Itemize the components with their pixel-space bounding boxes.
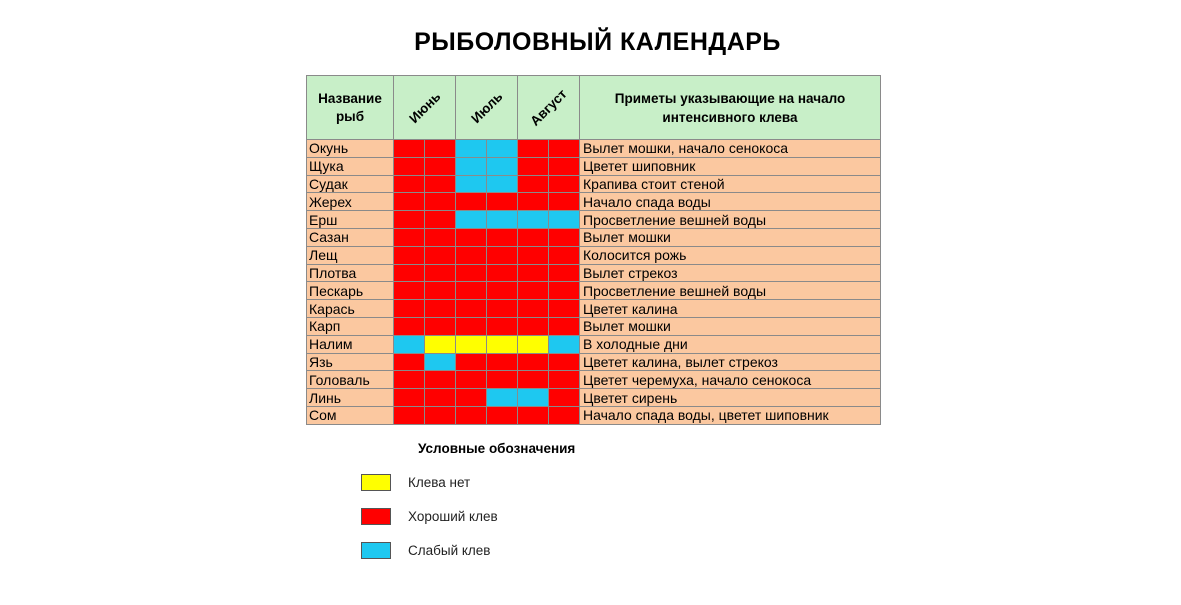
table-row [307, 353, 881, 371]
bite-cell [456, 193, 487, 211]
bite-cell [394, 300, 425, 318]
bite-cell [456, 175, 487, 193]
bite-cell [549, 371, 580, 389]
header-signs [580, 76, 881, 140]
bite-cell [549, 335, 580, 353]
sign-cell: Вылет стрекоз [580, 264, 881, 282]
bite-cell [394, 211, 425, 229]
bite-cell [425, 389, 456, 407]
bite-cell [394, 193, 425, 211]
bite-cell [518, 371, 549, 389]
bite-cell [518, 335, 549, 353]
bite-cell [456, 353, 487, 371]
bite-cell [425, 335, 456, 353]
legend-title: Условные обозначения [418, 441, 576, 456]
bite-cell [425, 157, 456, 175]
bite-cell [549, 389, 580, 407]
bite-cell [425, 282, 456, 300]
table-row [307, 193, 881, 211]
bite-cell [394, 389, 425, 407]
sign-cell: Колосится рожь [580, 246, 881, 264]
bite-cell [487, 335, 518, 353]
bite-cell [487, 211, 518, 229]
bite-cell [456, 317, 487, 335]
fish-name-cell: Линь [307, 389, 394, 407]
bite-cell [425, 264, 456, 282]
bite-cell [425, 211, 456, 229]
sign-cell: Цветет черемуха, начало сенокоса [580, 371, 881, 389]
bite-cell [487, 371, 518, 389]
fish-name-cell: Сом [307, 406, 394, 424]
bite-cell [487, 228, 518, 246]
table-row [307, 228, 881, 246]
bite-cell [518, 157, 549, 175]
bite-cell [456, 389, 487, 407]
bite-cell [487, 246, 518, 264]
bite-cell [549, 282, 580, 300]
fish-name-cell: Головаль [307, 371, 394, 389]
fish-name-cell: Пескарь [307, 282, 394, 300]
bite-cell [394, 406, 425, 424]
bite-cell [549, 353, 580, 371]
bite-cell [394, 317, 425, 335]
bite-cell [456, 335, 487, 353]
bite-cell [518, 211, 549, 229]
legend-swatch-yellow [361, 474, 391, 491]
bite-cell [518, 389, 549, 407]
bite-cell [456, 157, 487, 175]
bite-cell [518, 317, 549, 335]
sign-cell: Начало спада воды [580, 193, 881, 211]
sign-cell: В холодные дни [580, 335, 881, 353]
bite-cell [518, 193, 549, 211]
page-title: РЫБОЛОВНЫЙ КАЛЕНДАРЬ [414, 28, 781, 56]
bite-cell [394, 157, 425, 175]
fish-name-cell: Язь [307, 353, 394, 371]
bite-cell [549, 300, 580, 318]
sign-cell: Вылет мошки [580, 317, 881, 335]
bite-cell [487, 157, 518, 175]
bite-cell [549, 157, 580, 175]
fishing-calendar-table [306, 75, 881, 425]
bite-cell [456, 246, 487, 264]
header-fish-name [307, 76, 394, 140]
sign-cell: Цветет шиповник [580, 157, 881, 175]
fish-name-cell: Карась [307, 300, 394, 318]
header-month-label: Июль [467, 88, 506, 127]
fish-name-cell: Налим [307, 335, 394, 353]
legend-item-weak-bite [361, 540, 490, 560]
bite-cell [456, 228, 487, 246]
bite-cell [487, 282, 518, 300]
legend-item-good-bite [361, 506, 498, 526]
bite-cell [394, 264, 425, 282]
bite-cell [518, 228, 549, 246]
sign-cell: Просветление вешней воды [580, 211, 881, 229]
bite-cell [487, 406, 518, 424]
table-row [307, 335, 881, 353]
bite-cell [549, 317, 580, 335]
sign-cell: Крапива стоит стеной [580, 175, 881, 193]
sign-cell: Цветет калина [580, 300, 881, 318]
bite-cell [518, 353, 549, 371]
fish-name-cell: Судак [307, 175, 394, 193]
fish-name-cell: Щука [307, 157, 394, 175]
bite-cell [456, 140, 487, 158]
table-row [307, 300, 881, 318]
table-row [307, 264, 881, 282]
table-row [307, 389, 881, 407]
bite-cell [487, 140, 518, 158]
sign-cell: Цветет калина, вылет стрекоз [580, 353, 881, 371]
table-row [307, 246, 881, 264]
legend-swatch-red [361, 508, 391, 525]
sign-cell: Цветет сирень [580, 389, 881, 407]
bite-cell [394, 175, 425, 193]
bite-cell [456, 264, 487, 282]
bite-cell [549, 211, 580, 229]
bite-cell [425, 300, 456, 318]
bite-cell [549, 140, 580, 158]
bite-cell [549, 406, 580, 424]
header-month-june [394, 76, 456, 140]
bite-cell [394, 371, 425, 389]
bite-cell [394, 353, 425, 371]
bite-cell [518, 140, 549, 158]
bite-cell [456, 300, 487, 318]
header-month-label: Август [527, 86, 570, 129]
table-body [307, 140, 881, 425]
bite-cell [425, 228, 456, 246]
bite-cell [518, 282, 549, 300]
bite-cell [549, 228, 580, 246]
table-row [307, 282, 881, 300]
bite-cell [394, 228, 425, 246]
table-row [307, 406, 881, 424]
header-signs-line2: интенсивного клева [662, 109, 798, 125]
header-month-label: Июнь [405, 88, 444, 127]
bite-cell [487, 193, 518, 211]
bite-cell [487, 264, 518, 282]
legend-swatch-blue [361, 542, 391, 559]
bite-cell [487, 175, 518, 193]
bite-cell [425, 246, 456, 264]
bite-cell [456, 282, 487, 300]
bite-cell [394, 335, 425, 353]
bite-cell [518, 264, 549, 282]
legend-label: Слабый клев [408, 542, 491, 558]
fish-name-cell: Лещ [307, 246, 394, 264]
header-month-july [456, 76, 518, 140]
table-row [307, 140, 881, 158]
bite-cell [425, 353, 456, 371]
bite-cell [425, 406, 456, 424]
bite-cell [456, 371, 487, 389]
bite-cell [549, 246, 580, 264]
fish-name-cell: Плотва [307, 264, 394, 282]
table-row [307, 175, 881, 193]
table-header-row [307, 76, 881, 140]
bite-cell [487, 389, 518, 407]
table-row [307, 317, 881, 335]
bite-cell [549, 193, 580, 211]
bite-cell [425, 175, 456, 193]
fish-name-cell: Жерех [307, 193, 394, 211]
sign-cell: Начало спада воды, цветет шиповник [580, 406, 881, 424]
sign-cell: Просветление вешней воды [580, 282, 881, 300]
bite-cell [487, 300, 518, 318]
bite-cell [549, 175, 580, 193]
table-row [307, 211, 881, 229]
bite-cell [425, 140, 456, 158]
bite-cell [487, 317, 518, 335]
bite-cell [518, 175, 549, 193]
sign-cell: Вылет мошки, начало сенокоса [580, 140, 881, 158]
bite-cell [487, 353, 518, 371]
bite-cell [456, 406, 487, 424]
bite-cell [394, 246, 425, 264]
header-month-august [518, 76, 580, 140]
bite-cell [425, 371, 456, 389]
header-signs-line1: Приметы указывающие на начало [614, 90, 846, 106]
bite-cell [394, 140, 425, 158]
bite-cell [425, 193, 456, 211]
header-fish-line1: Название [318, 90, 382, 106]
legend-label: Хороший клев [408, 508, 498, 524]
legend-label: Клева нет [408, 474, 471, 490]
fish-name-cell: Карп [307, 317, 394, 335]
bite-cell [518, 406, 549, 424]
bite-cell [549, 264, 580, 282]
sign-cell: Вылет мошки [580, 228, 881, 246]
table-row [307, 371, 881, 389]
bite-cell [456, 211, 487, 229]
fish-name-cell: Ерш [307, 211, 394, 229]
fish-name-cell: Окунь [307, 140, 394, 158]
fish-name-cell: Сазан [307, 228, 394, 246]
bite-cell [518, 246, 549, 264]
header-fish-line2: рыб [335, 108, 365, 124]
bite-cell [518, 300, 549, 318]
legend-item-no-bite [361, 472, 470, 492]
bite-cell [394, 282, 425, 300]
bite-cell [425, 317, 456, 335]
table-row [307, 157, 881, 175]
